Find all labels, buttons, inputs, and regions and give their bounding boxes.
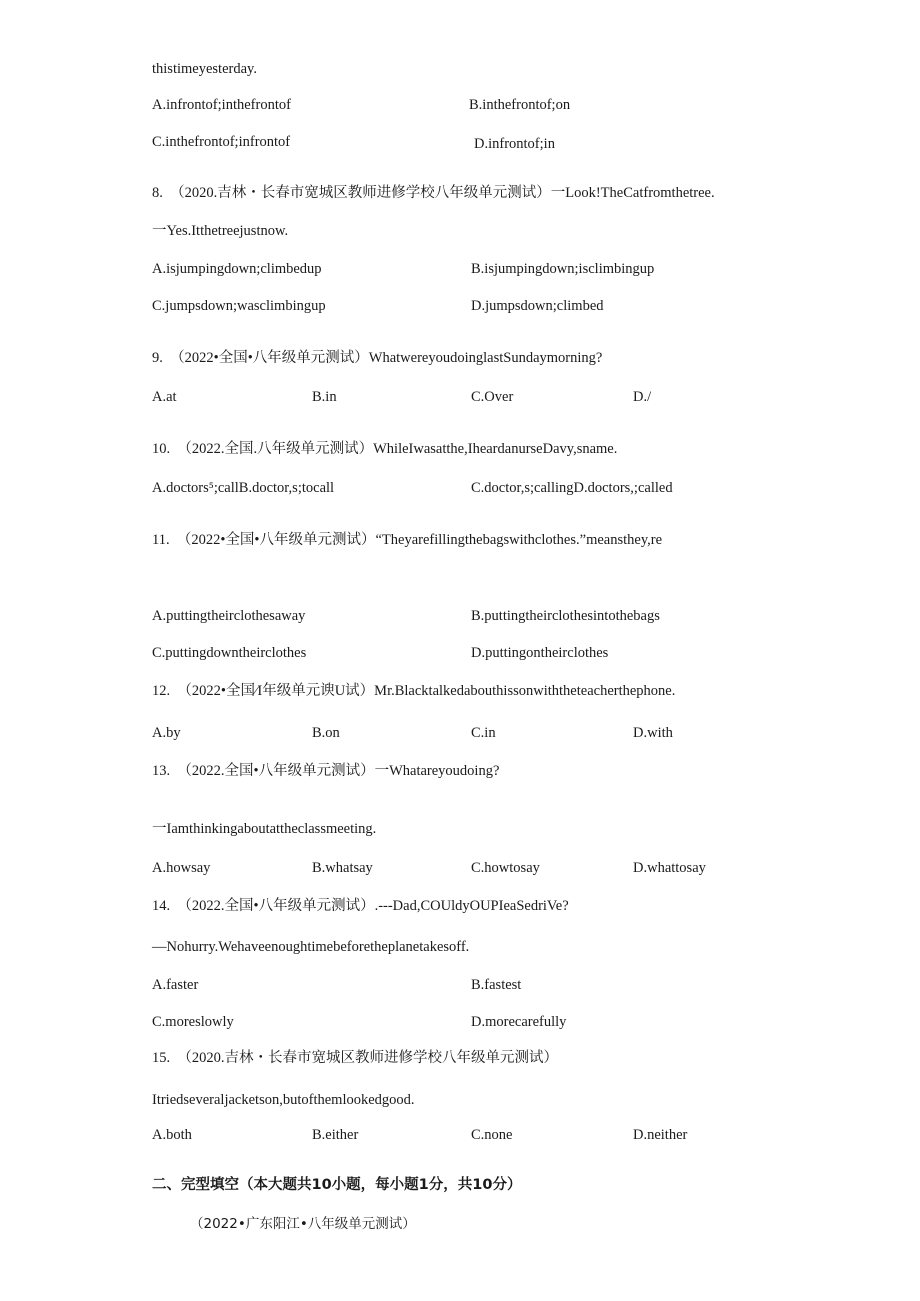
q15-stem-2: Itriedseveraljacketson,butofthemlookedgood. [152,1092,415,1108]
q8-option-c: C.jumpsdown;wasclimbingup [152,298,326,314]
q12-option-d: D.with [633,725,673,741]
intro-line: thistimeyesterday. [152,61,257,77]
q11-option-d: D.puttingontheirclothes [471,645,609,661]
q13-option-a: A.howsay [152,860,211,876]
q15-option-d: D.neither [633,1127,688,1143]
q11-option-a: A.puttingtheirclothesaway [152,608,306,624]
q14-stem: 14. （2022.全国•八年级单元测试）.---Dad,COUldyOUPIeaSedriVe? [152,898,569,914]
q10-options-ab: A.doctors⁵;callB.doctor,s;tocall [152,480,335,496]
q11-option-c: C.puttingdowntheirclothes [152,645,307,661]
q7-option-a: A.infrontof;inthefrontof [152,97,291,113]
q7-option-d: D.infrontof;in [474,136,555,152]
q14-option-c: C.moreslowly [152,1014,234,1030]
q9-option-a: A.at [152,389,177,405]
q14-option-d: D.morecarefully [471,1014,567,1030]
q13-option-b: B.whatsay [312,860,373,876]
q9-option-b: B.in [312,389,337,405]
q11-option-b: B.puttingtheirclothesintothebags [471,608,660,624]
q8-option-b: B.isjumpingdown;isclimbingup [471,261,655,277]
q14-stem-2: —Nohurry.Wehaveenoughtimebeforetheplanetakesoff. [152,939,470,955]
q8-stem-2: 一Yes.Itthetreejustnow. [152,223,289,239]
q7-option-c: C.inthefrontof;infrontof [152,134,291,150]
q13-option-d: D.whattosay [633,860,706,876]
q15-option-a: A.both [152,1127,192,1143]
q11-stem: 11. （2022•全国•八年级单元测试）“Theyarefillingthebagswithclothes.”meansthey,re [152,532,663,548]
q15-stem: 15. （2020.吉林・长春市宽城区教师进修学校八年级单元测试） [152,1050,558,1066]
section-source: （2022•广东阳江•八年级单元测试） [190,1216,416,1232]
q12-option-c: C.in [471,725,496,741]
q10-options-cd: C.doctor,s;callingD.doctors,;called [471,480,673,496]
q12-option-a: A.by [152,725,181,741]
section-heading: 二、完型填空（本大题共10小题，每小题1分，共10分） [152,1177,522,1193]
q8-option-d: D.jumpsdown;climbed [471,298,604,314]
q12-stem: 12. （2022•全国∕I年级单元谀U试）Mr.Blacktalkedabouthissonwiththeteacherthephone. [152,683,676,699]
q9-option-c: C.Over [471,389,514,405]
q8-option-a: A.isjumpingdown;climbedup [152,261,322,277]
q15-option-b: B.either [312,1127,359,1143]
q7-option-b: B.inthefrontof;on [469,97,571,113]
q13-stem-2: 一Iamthinkingaboutattheclassmeeting. [152,821,377,837]
q14-option-b: B.fastest [471,977,522,993]
q15-option-c: C.none [471,1127,513,1143]
q13-stem: 13. （2022.全国•八年级单元测试）一Whatareyoudoing? [152,763,500,779]
q10-stem: 10. （2022.全国.八年级单元测试）WhileIwasatthe,IheardanurseDavy,sname. [152,441,618,457]
q8-stem: 8. （2020.吉林・长春市宽城区教师进修学校八年级单元测试）一Look!TheCatfromthetree. [152,185,715,201]
q9-stem: 9. （2022•全国•八年级单元测试）WhatwereyoudoinglastSundaymorning? [152,350,603,366]
q9-option-d: D./ [633,389,652,405]
q12-option-b: B.on [312,725,340,741]
q14-option-a: A.faster [152,977,199,993]
q13-option-c: C.howtosay [471,860,540,876]
